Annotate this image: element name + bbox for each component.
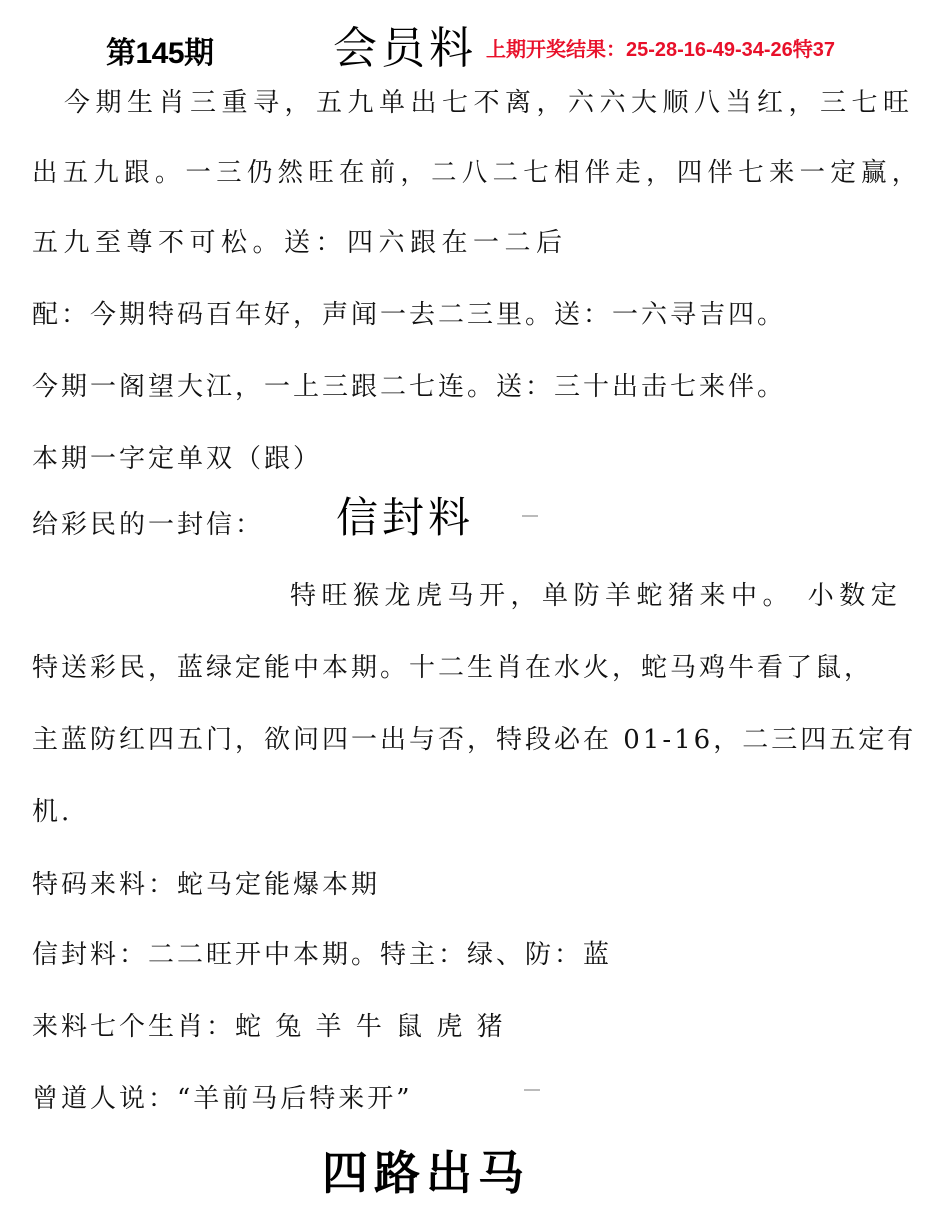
- envelope-line: 信封料：二二旺开中本期。特主：绿、防：蓝: [32, 940, 613, 970]
- letter-line-3: 主蓝防红四五门，欲问四一出与否，特段必在 01-16，二三四五定有: [32, 725, 917, 755]
- poem-line-3: 五九至尊不可松。送：四六跟在一二后: [32, 228, 568, 258]
- letter-title: 信封料: [336, 493, 475, 542]
- letter-line-4: 机.: [32, 797, 73, 827]
- taoist-line: 曾道人说：“羊前马后特来开”: [32, 1084, 413, 1114]
- seven-zodiac-line: 来料七个生肖：蛇 兔 羊 牛 鼠 虎 猪: [32, 1012, 506, 1042]
- poem-line-2: 出五九跟。一三仍然旺在前，二八二七相伴走，四伴七来一定赢，: [32, 158, 923, 188]
- letter-line-2: 特送彩民，蓝绿定能中本期。十二生肖在水火，蛇马鸡牛看了鼠，: [32, 653, 874, 683]
- poem-line-1: 今期生肖三重寻，五九单出七不离，六六大顺八当红，三七旺: [64, 88, 915, 118]
- pei-line: 配：今期特码百年好，声闻一去二三里。送：一六寻吉四。: [32, 300, 787, 330]
- last-draw-result: 上期开奖结果：25-28-16-49-34-26特37: [486, 39, 836, 61]
- special-code-line: 特码来料：蛇马定能爆本期: [32, 870, 381, 900]
- letter-line-1: 特旺猴龙虎马开，单防羊蛇猪来中。 小数定: [290, 581, 903, 611]
- member-title: 会员料: [333, 23, 477, 74]
- gewang-line: 今期一阁望大江，一上三跟二七连。送：三十出击七来伴。: [32, 372, 787, 402]
- single-double-line: 本期一字定单双（跟）: [32, 444, 323, 474]
- letter-label: 给彩民的一封信：: [32, 510, 265, 540]
- scan-smudge: [524, 1089, 540, 1091]
- footer-title: 四路出马: [322, 1146, 530, 1200]
- scan-smudge: [522, 515, 538, 517]
- issue-number: 第145期: [106, 37, 214, 70]
